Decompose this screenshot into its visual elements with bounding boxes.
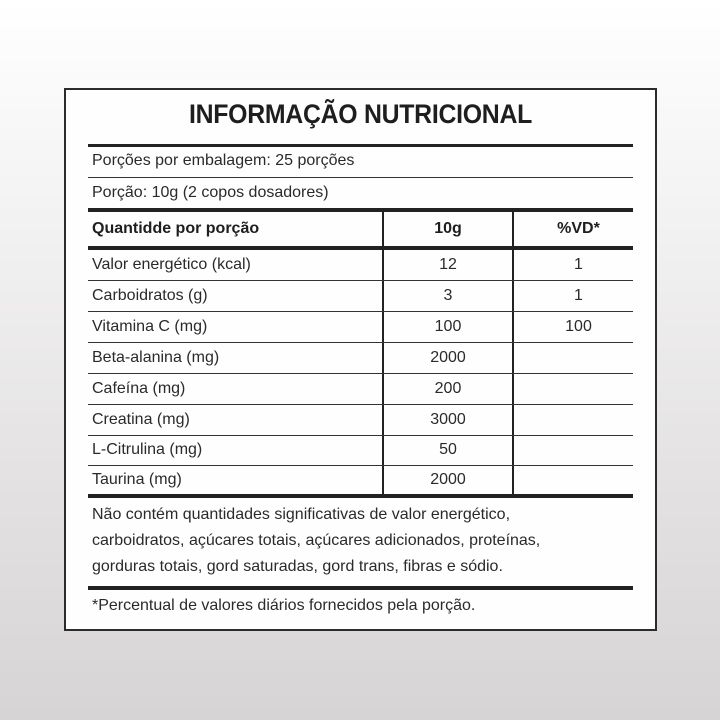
servings-divider [88,177,633,178]
label-content [88,90,633,629]
row-name: L-Citrulina (mg) [92,441,203,458]
row-amount: 50 [439,441,457,458]
label-title: INFORMAÇÃO NUTRICIONAL [188,99,533,129]
table-top-divider [88,208,633,212]
footnote: *Percentual de valores diários fornecidos pela porção. [92,597,476,614]
row-vd: 1 [574,287,583,304]
row-name: Cafeína (mg) [92,380,186,397]
row-name: Vitamina C (mg) [92,318,208,335]
nutrition-facts-label [64,88,657,631]
row-amount: 12 [439,256,457,273]
footnote-divider [88,586,633,590]
row-vd: 100 [565,318,592,335]
serving-size: Porção: 10g (2 copos dosadores) [92,184,329,201]
disclaimer [92,502,629,580]
row-vd: 1 [574,256,583,273]
row-vd [516,343,641,373]
row-vd [516,405,641,435]
row-name: Carboidratos (g) [92,287,208,304]
row-amount: 3 [443,287,453,304]
disclaimer-line: carboidratos, açúcares totais, açúcares adicionados, proteínas, [92,532,541,549]
column-divider-2 [512,208,514,494]
disclaimer-line: gorduras totais, gord saturadas, gord trans, fibras e sódio. [92,558,503,575]
row-amount: 3000 [430,411,466,428]
row-vd [516,465,641,495]
row-name: Taurina (mg) [92,471,182,488]
row-amount: 2000 [430,349,466,366]
disclaimer-line: Não contém quantidades significativas de valor energético, [92,506,511,523]
row-amount: 200 [434,380,462,397]
row-name: Creatina (mg) [92,411,190,428]
table-bottom-divider [88,494,633,498]
row-name: Beta-alanina (mg) [92,349,220,366]
header-vd: %VD* [557,220,600,237]
header-quantity: Quantidde por porção [92,220,260,237]
row-vd [516,435,641,465]
header-10g: 10g [434,220,462,237]
row-name: Valor energético (kcal) [92,256,251,273]
servings-per-package: Porções por embalagem: 25 porções [92,152,355,169]
title-divider [88,144,633,147]
row-amount: 100 [434,318,462,335]
row-amount: 2000 [430,471,466,488]
row-vd [516,374,641,404]
